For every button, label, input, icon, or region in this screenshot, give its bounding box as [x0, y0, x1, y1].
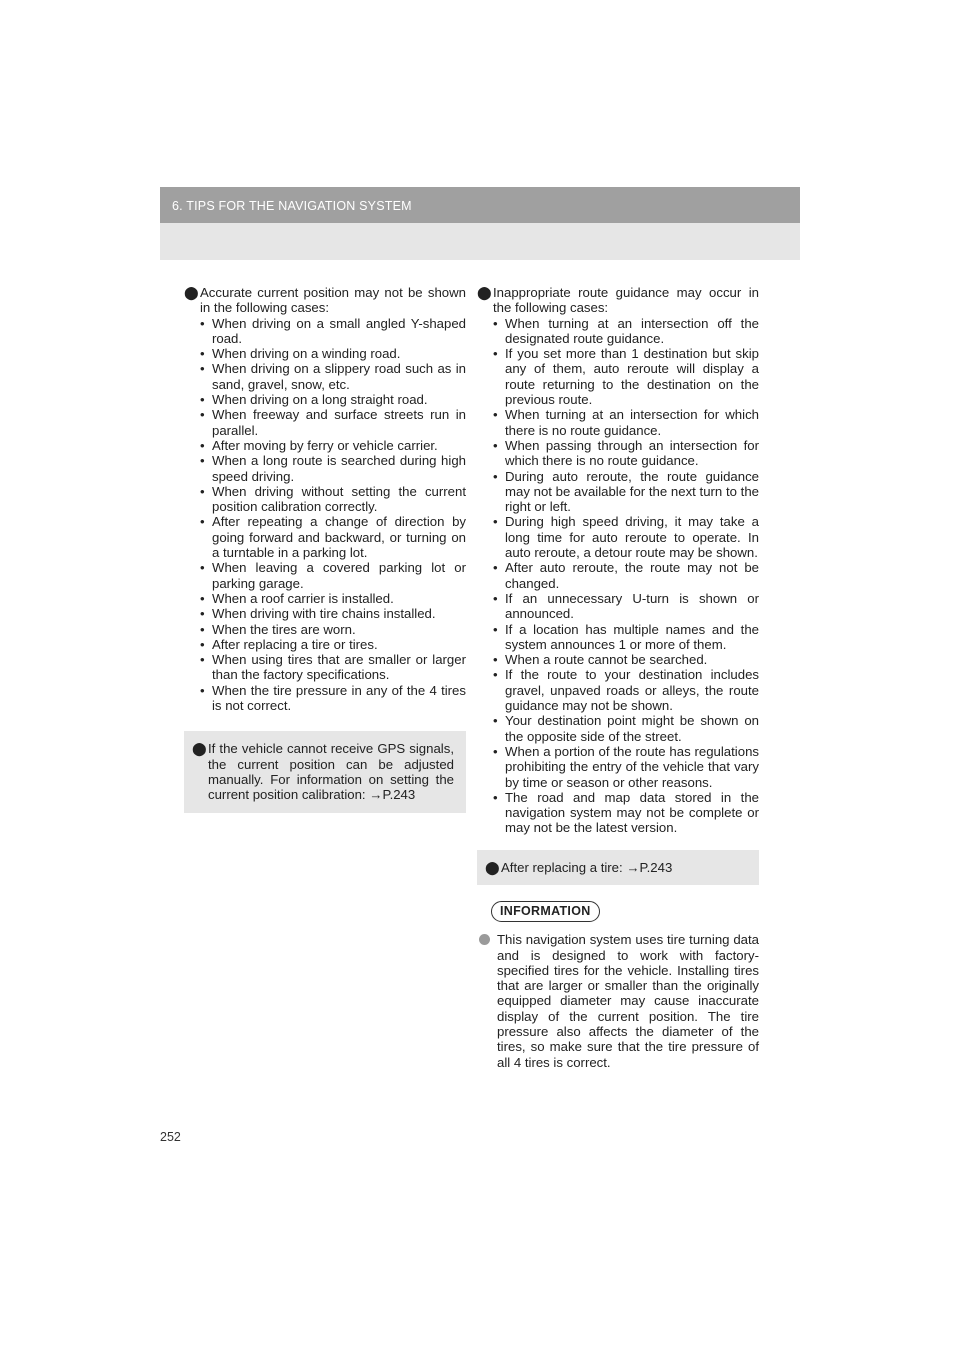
bullet-icon: ⬤	[485, 859, 500, 875]
list-item: • During high speed driving, it may take a long time for auto reroute to operate. In auto reroute, a detour route may be shown.	[493, 514, 759, 561]
list-item: • When driving on a winding road.	[200, 346, 401, 362]
list-item: • When a long route is searched during high speed driving.	[200, 453, 466, 484]
list-item: • When the tires are worn.	[200, 621, 356, 637]
bullet-icon: ⬤	[477, 285, 492, 300]
tire-note-box	[477, 850, 759, 885]
list-item: • If an unnecessary U-turn is shown or announced.	[493, 590, 759, 622]
list-item: • When a roof carrier is installed.	[200, 590, 394, 606]
list-item: • When passing through an intersection for which there is no route guidance.	[493, 437, 759, 469]
gps-note-page-reference[interactable]: →P.243	[369, 787, 416, 803]
list-item: • When the tire pressure in any of the 4 tires is not correct.	[200, 682, 466, 714]
list-item: • After replacing a tire or tires.	[200, 636, 378, 652]
left-column	[184, 285, 466, 813]
left-item-list	[184, 316, 466, 714]
information-item	[477, 932, 759, 1070]
list-item: • When driving with tire chains installed.	[200, 606, 436, 622]
tire-note-text: After replacing a tire:	[501, 859, 623, 875]
list-item: • Your destination point might be shown on the opposite side of the street.	[493, 713, 759, 744]
tire-note-page-reference[interactable]: →P.243	[626, 859, 673, 875]
right-item-list	[477, 316, 759, 836]
list-item: • When a portion of the route has regulations prohibiting the entry of the vehicle that vary by time or season or other reasons.	[493, 743, 759, 790]
list-item: • After repeating a change of direction by going forward and backward, or turning on a turntable in a parking lot.	[200, 514, 466, 561]
gps-note-box	[184, 731, 466, 812]
gps-note-paragraph	[188, 741, 454, 802]
page-number: 252	[160, 1130, 181, 1144]
bullet-icon: ⬤	[192, 741, 207, 757]
information-header	[491, 901, 759, 922]
list-item: • After moving by ferry or vehicle carrier.	[200, 437, 438, 453]
list-item: • When driving without setting the current position calibration correctly.	[200, 483, 466, 515]
list-item: • After auto reroute, the route may not be changed.	[493, 560, 759, 591]
gps-note-text: If the vehicle cannot receive GPS signals, the current position can be adjusted manually. For information on setting the current position calibration:	[208, 741, 454, 803]
list-item: • When driving on a slippery road such as in sand, gravel, snow, etc.	[200, 361, 466, 392]
list-item: • When using tires that are smaller or larger than the factory specifications.	[200, 652, 466, 683]
section-title: 6. TIPS FOR THE NAVIGATION SYSTEM	[172, 199, 412, 213]
list-item: • When a route cannot be searched.	[493, 652, 708, 668]
right-intro-text: Inappropriate route guidance may occur in the following cases:	[493, 285, 759, 316]
list-item: • When leaving a covered parking lot or parking garage.	[200, 560, 466, 591]
list-item: • When turning at an intersection off the designated route guidance.	[493, 315, 759, 346]
right-intro-paragraph	[477, 285, 759, 316]
information-text: This navigation system uses tire turning data and is designed to work with factory-specified tires for the vehicle. Installing tires that are larger or smaller than the originally equipped diameter may cause inaccurate display of the current position. The tire pressure also affects the diameter of the tires, so make sure that the tire pressure of all 4 tires is correct.	[497, 932, 759, 1070]
list-item: • If the route to your destination includes gravel, unpaved roads or alleys, the route guidance may not be shown.	[493, 667, 759, 714]
left-intro-text: Accurate current position may not be shown in the following cases:	[200, 285, 466, 316]
tire-note-paragraph	[481, 860, 747, 875]
list-item: • When turning at an intersection for which there is no route guidance.	[493, 407, 759, 438]
left-intro-paragraph	[184, 285, 466, 316]
right-column	[477, 285, 759, 1070]
list-item: • The road and map data stored in the navigation system may not be complete or may not be the latest version.	[493, 789, 759, 836]
list-item: • If you set more than 1 destination but skip any of them, auto reroute will display a route returning to the destination on the previous route.	[493, 346, 759, 408]
list-item: • During auto reroute, the route guidance may not be available for the next turn to the right or left.	[493, 468, 759, 515]
list-item: • When driving on a long straight road.	[200, 392, 428, 408]
list-item: • If a location has multiple names and the system announces 1 or more of them.	[493, 621, 759, 652]
info-bullet-icon	[479, 934, 490, 945]
bullet-icon: ⬤	[184, 285, 199, 300]
list-item: • When driving on a small angled Y-shaped road.	[200, 315, 466, 346]
header-band	[160, 187, 800, 260]
information-badge: INFORMATION	[491, 901, 600, 922]
section-header-bar	[160, 187, 800, 223]
list-item: • When freeway and surface streets run in parallel.	[200, 407, 466, 438]
